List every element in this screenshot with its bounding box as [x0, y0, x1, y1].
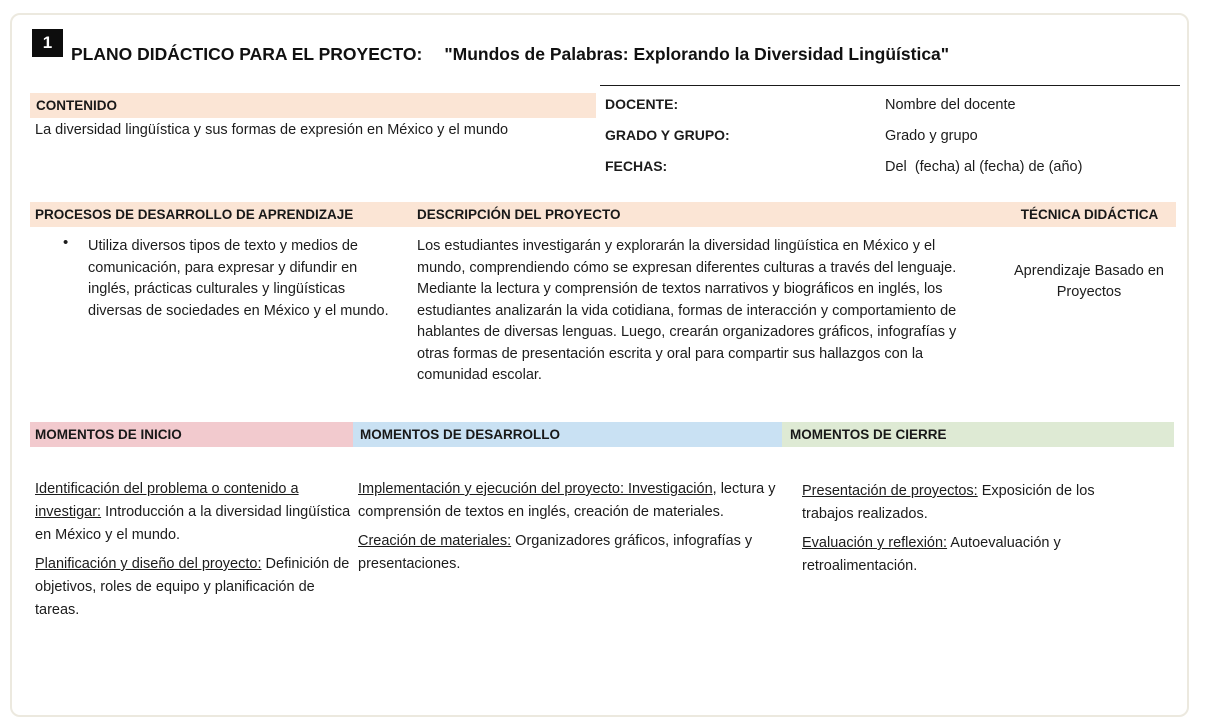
title-project-name: "Mundos de Palabras: Explorando la Diversidad Lingüística"	[444, 44, 950, 65]
docente-value: Nombre del docente	[885, 97, 1016, 113]
momento-lead: Presentación de proyectos:	[802, 483, 978, 499]
title-label: PLANO DIDÁCTICO PARA EL PROYECTO:	[71, 44, 423, 65]
momento-cierre-item-1	[802, 480, 1116, 526]
momentos-inicio-header: MOMENTOS DE INICIO	[30, 422, 353, 447]
momentos-desarrollo-header: MOMENTOS DE DESARROLLO	[353, 422, 782, 447]
info-divider-line	[600, 85, 1180, 86]
momento-desarrollo-item-1	[358, 478, 794, 524]
grado-value: Grado y grupo	[885, 128, 978, 144]
momento-lead: Creación de materiales:	[358, 533, 512, 549]
momentos-cierre-column	[802, 480, 1116, 584]
descripcion-body: Los estudiantes investigarán y explorarán la diversidad lingüística en México y el mundo, comprendiendo cómo se expresan diferentes culturas a través del lenguaje. Mediante la lectura y comprensión de textos narrativos y biográficos en inglés, los estudiantes analizarán la vida cotidiana, formas de interacción y comportamiento de hablantes de diversas lenguas. Luego, crearán organizadores gráficos, infografías y otras formas de presentación escrita y oral para compartir sus hallazgos con la comunidad escolar.	[417, 238, 957, 383]
contenido-header: CONTENIDO	[30, 93, 596, 118]
momento-lead: Planificación y diseño del proyecto:	[35, 556, 262, 572]
contenido-body: La diversidad lingüística y sus formas de expresión en México y el mundo	[35, 122, 509, 138]
momento-cierre-item-2	[802, 532, 1116, 578]
momento-desarrollo-item-2	[358, 530, 794, 576]
momento-rest: , lectura y comprensión de textos en inglés, creación de materiales.	[358, 481, 776, 520]
info-row-fechas	[605, 158, 1183, 175]
tecnica-body: Aprendizaje Basado en Proyectos	[1014, 263, 1164, 300]
grado-label: GRADO Y GRUPO:	[605, 127, 730, 143]
procesos-header: PROCESOS DE DESARROLLO DE APRENDIZAJE	[35, 207, 354, 222]
momentos-cierre-header: MOMENTOS DE CIERRE	[782, 422, 1174, 447]
momento-inicio-item-2	[35, 553, 353, 622]
momento-lead: Identificación del problema o contenido a investigar:	[35, 481, 299, 520]
middle-header-band	[30, 202, 1176, 227]
tecnica-header: TÉCNICA DIDÁCTICA	[1020, 207, 1159, 222]
momento-rest: Autoevaluación y retroalimentación.	[802, 535, 1061, 574]
info-row-docente	[605, 96, 1183, 113]
momento-lead: Implementación y ejecución del proyecto: Investigación	[358, 481, 713, 497]
momento-rest: Definición de objetivos, roles de equipo y planificación de tareas.	[35, 556, 350, 618]
descripcion-header: DESCRIPCIÓN DEL PROYECTO	[417, 207, 621, 222]
fechas-label: FECHAS:	[605, 158, 668, 174]
momento-rest: Organizadores gráficos, infografías y presentaciones.	[358, 533, 753, 572]
bullet-icon	[63, 234, 68, 251]
momento-inicio-item-1	[35, 478, 353, 547]
docente-label: DOCENTE:	[605, 96, 679, 112]
procesos-bullet-text: Utiliza diversos tipos de texto y medios de comunicación, para expresar y difundir en inglés, prácticas culturales y lingüísticas diversas de sociedades en México y el mundo.	[88, 238, 389, 319]
momento-rest: Exposición de los trabajos realizados.	[802, 483, 1095, 522]
momentos-desarrollo-column	[358, 478, 794, 582]
momento-lead: Evaluación y reflexión:	[802, 535, 948, 551]
momento-rest: Introducción a la diversidad lingüística en México y el mundo.	[35, 504, 351, 543]
page-number-badge: 1	[32, 29, 63, 57]
fechas-value: Del (fecha) al (fecha) de (año)	[885, 159, 1083, 175]
info-row-grado	[605, 127, 1183, 144]
momentos-inicio-column	[35, 478, 353, 628]
page-title	[71, 41, 949, 69]
